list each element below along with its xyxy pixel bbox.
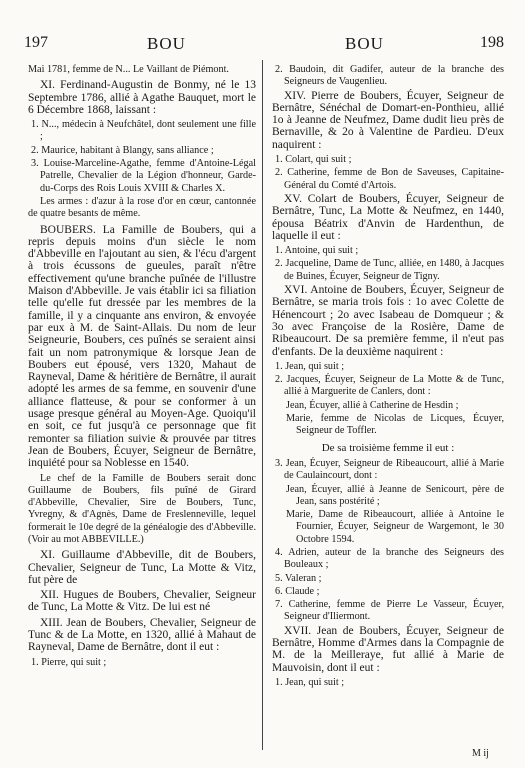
paragraph: Marie, femme de Nicolas de Licques, Écuyer, Seigneur de Toffler.	[286, 413, 504, 437]
paragraph: 2. Maurice, habitant à Blangy, sans alliance ;	[31, 144, 214, 156]
paragraph: 6. Claude ;	[275, 585, 320, 597]
paragraph: Marie, Dame de Ribeaucourt, alliée à Antoine le Fournier, Écuyer, Seigneur de Wargemont, le 30 Octobre 1594.	[286, 509, 504, 545]
paragraph: 5. Valeran ;	[275, 572, 322, 584]
paragraph: 1. Jean, qui suit ;	[275, 360, 345, 372]
paragraph: XVI. Antoine de Boubers, Écuyer, Seigneur de Bernâtre, se maria trois fois : 1o avec Colette de Hénencourt ; 2o avec Isabeau de Domqueur ; & 3o avec Françoise de la Rosière, Dame de Ribeaucourt. De sa première femme, il n'eut pas d'enfants. De la deuxième naquirent :	[272, 284, 504, 358]
paragraph: 3. Jean, Écuyer, Seigneur de Ribeaucourt, allié à Marie de Caulaincourt, dont :	[275, 457, 504, 482]
running-title-left: BOU	[147, 34, 186, 53]
paragraph: XI. Guillaume d'Abbeville, dit de Boubers, Chevalier, Seigneur de Tunc, La Motte & Vitz, fut père de	[28, 549, 256, 586]
paragraph: 3. Louise-Marceline-Agathe, femme d'Antoine-Légal Patrelle, Chevalier de la Légion d'honneur, Garde-du-Corps des Rois Louis XVIII & Charles X.	[31, 158, 256, 194]
paragraph: Jean, Écuyer, allié à Catherine de Hesdin ;	[286, 399, 459, 411]
paragraph: 7. Catherine, femme de Pierre Le Vasseur, Écuyer, Seigneur d'Iliermont.	[275, 599, 504, 623]
paragraph: XIV. Pierre de Boubers, Écuyer, Seigneur de Bernâtre, Sénéchal de Domart-en-Ponthieu, allié 1o à Jeanne de Neufmez, Dame dudit lieu près de Bernaville, & 2o à Valentine de Pardieu. D'eux naquirent :	[272, 89, 504, 151]
signature-mark: M ij	[472, 748, 489, 759]
paragraph: 1. Jean, qui suit ;	[275, 676, 345, 688]
paragraph: 2. Baudoin, dit Gadifer, auteur de la branche des Seigneurs de Vaugenlieu.	[275, 64, 504, 88]
paragraph: 2. Jacques, Écuyer, Seigneur de La Motte & de Tunc, allié à Marguerite de Canlers, dont :	[275, 374, 504, 398]
paragraph: Le chef de la Famille de Boubers serait donc Guillaume de Boubers, fils puîné de Girard d'Abbeville, Chevalier, Sire de Boubers, Tunc, Yvregny, & d'Agnès, Dame de Freslenneville, lequel formerait le 10e degré de la généalogie des d'Abbeville. (Voir au mot ABBEVILLE.)	[28, 472, 256, 545]
paragraph: XIII. Jean de Boubers, Chevalier, Seigneur de Tunc & de La Motte, en 1320, allié à Mahaut de Rayneval, Dame de Bernâtre, dont il eut :	[28, 616, 256, 654]
paragraph: XVII. Jean de Boubers, Écuyer, Seigneur de Bernâtre, Homme d'Armes dans la Compagnie de M. de la Meilleraye, fut allié à Marie de Mauvoisin, dont il eut :	[272, 624, 504, 674]
paragraph: 4. Adrien, auteur de la branche des Seigneurs des Bouleaux ;	[275, 546, 504, 571]
paragraph: XV. Colart de Boubers, Écuyer, Seigneur de Bernâtre, Tunc, La Motte & Neufmez, en 1440, épousa Béatrix d'Anvin de Hardenthun, de laquelle il eut :	[272, 192, 504, 242]
paragraph: 1. Antoine, qui suit ;	[275, 245, 359, 257]
paragraph: 2. Jacqueline, Dame de Tunc, alliée, en 1480, à Jacques de Buines, Écuyer, Seigneur de Tigny.	[275, 258, 504, 282]
paragraph: 1. Pierre, qui suit ;	[31, 656, 107, 668]
paragraph: 2. Catherine, femme de Bon de Saveuses, Capitaine-Général du Comté d'Artois.	[275, 167, 504, 191]
paragraph: De sa troisième femme il eut :	[321, 441, 455, 454]
paragraph: BOUBERS. La Famille de Boubers, qui a repris depuis moins d'un siècle le nom d'Abbeville en l'ajoutant au sien, & l'écu d'argent à trois écussons de gueules, paraît n'être effectivement qu'une branche puînée de l'illustre Maison d'Abbeville. Je vais établir ici sa filiation telle qu'elle fut dressée par les membres de la famille, il y a cinquante ans environ, & envoyée par eux à M. de Saint-Allais. Du nom de leur Seigneurie, Boubers, ces puînés se seraient ainsi fait un nom patronymique & lorsque Jean de Boubers eut épousé, vers 1320, Mahaut de Rayneval, Dame & héritière de Bernâtre, il aurait adopté les armes de sa femme, en souvenir d'une alliance flatteuse, & pour se conformer à un usage presque général au Moyen-Age. Quoiqu'il en soit, ce fut jusqu'à ce personnage que fit remonter sa filiation suivie & prouvée par titres Jean de Boubers, Écuyer, Seigneur de Bernâtre, inquiété pour sa Noblesse en 1540.	[28, 223, 256, 470]
page-number-left: 197	[24, 34, 48, 51]
page-number-right: 198	[480, 34, 504, 51]
paragraph: Jean, Écuyer, allié à Jeanne de Senicourt, père de Jean, sans postérité ;	[286, 483, 504, 507]
paragraph: XI. Ferdinand-Augustin de Bonmy, né le 13 Septembre 1786, allié à Agathe Bauquet, mort le 6 Décembre 1868, laissant :	[28, 79, 256, 116]
paragraph: Mai 1781, femme de N... Le Vaillant de Piémont.	[28, 64, 229, 75]
paragraph: XII. Hugues de Boubers, Chevalier, Seigneur de Tunc, La Motte & Vitz. De lui est né	[28, 589, 256, 614]
paragraph: 1. N..., médecin à Neufchâtel, dont seulement une fille ;	[31, 119, 256, 143]
column-divider	[262, 60, 263, 750]
left-column	[28, 64, 256, 670]
right-column	[272, 64, 504, 690]
paragraph: Les armes : d'azur à la rose d'or en cœur, cantonnée de quatre besants de même.	[28, 195, 256, 220]
paragraph: 1. Colart, qui suit ;	[275, 154, 352, 166]
running-title-right: BOU	[345, 34, 384, 53]
